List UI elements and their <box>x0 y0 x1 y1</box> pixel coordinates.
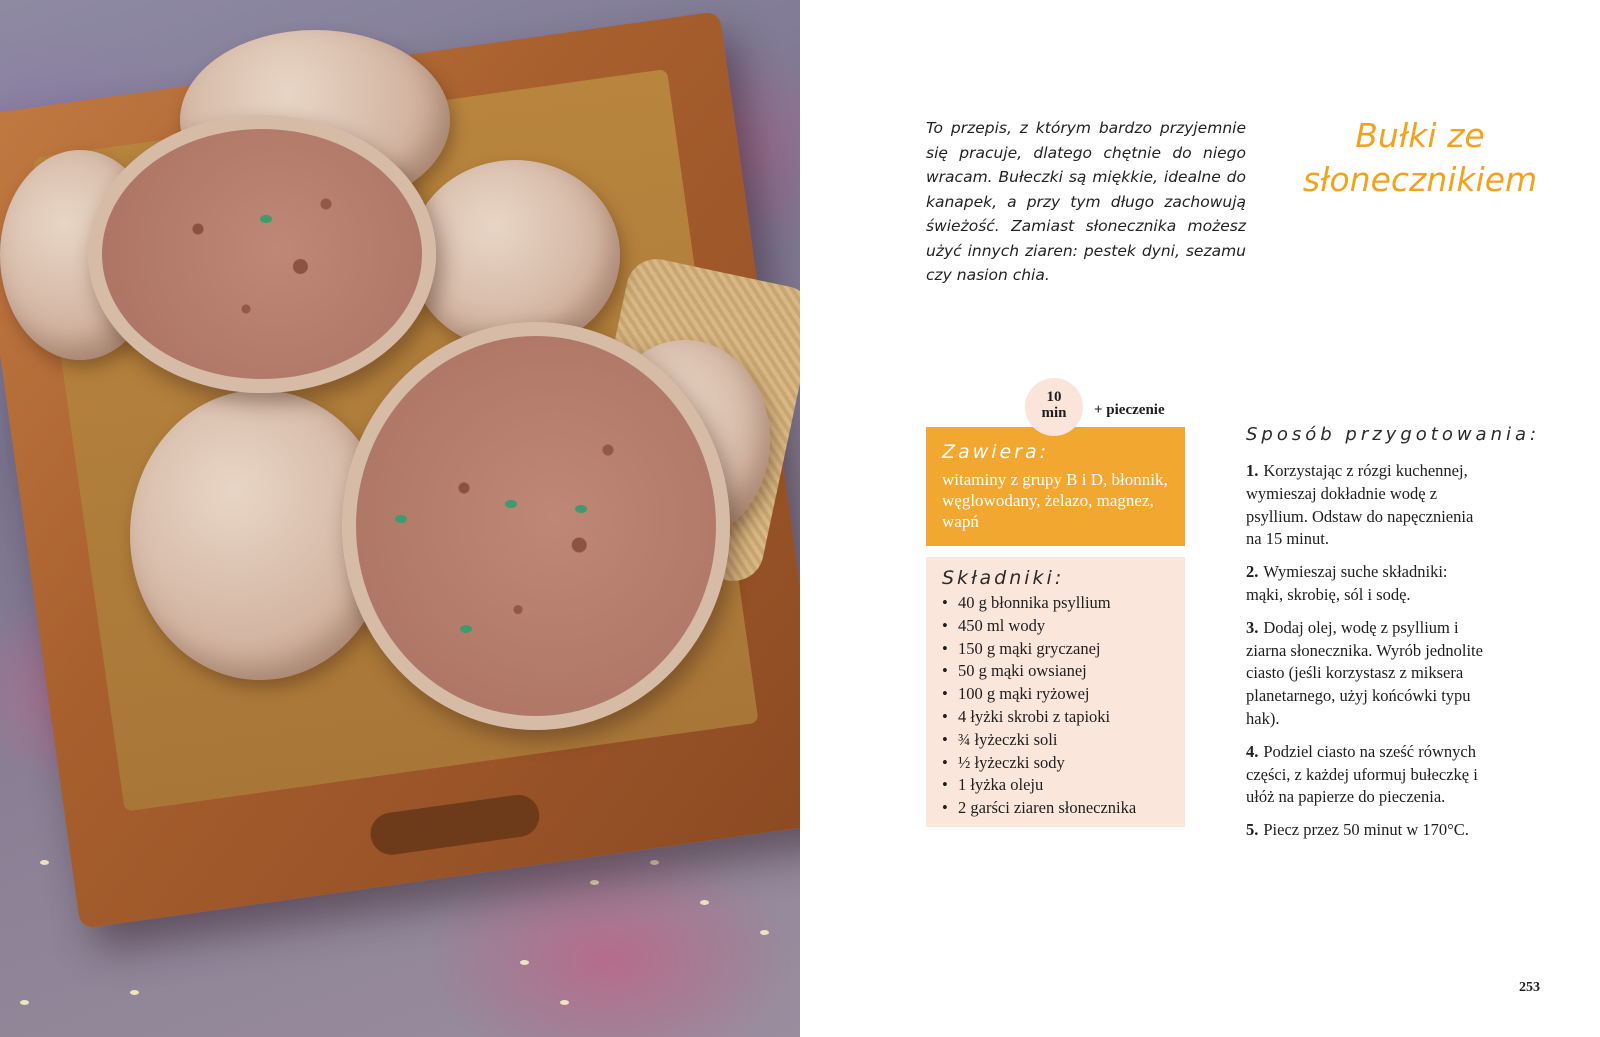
ingredient-item: • 100 g mąki ryżowej <box>942 683 1169 706</box>
nutrition-box <box>926 427 1185 546</box>
sunflower-seed <box>395 515 407 523</box>
recipe-title-line-1: Bułki ze <box>1355 116 1485 155</box>
ingredient-item: • 150 g mąki gryczanej <box>942 638 1169 661</box>
prep-time-value: 10 <box>1046 389 1062 405</box>
method-step <box>1246 460 1486 551</box>
seed <box>760 930 769 935</box>
ingredient-item: • 450 ml wody <box>942 615 1169 638</box>
ingredients-heading: Składniki: <box>942 567 1065 589</box>
step-number: 3. <box>1246 617 1259 637</box>
ingredient-item: • ½ łyżeczki sody <box>942 752 1169 775</box>
step-number: 2. <box>1246 562 1259 582</box>
bun <box>410 160 620 350</box>
recipe-title-line-2: słonecznikiem <box>1302 160 1538 199</box>
prep-time-unit: min <box>1041 405 1067 421</box>
method-step <box>1246 741 1486 809</box>
ingredient-item: • 40 g błonnika psyllium <box>942 592 1169 615</box>
ingredient-item: • ¾ łyżeczki soli <box>942 729 1169 752</box>
ingredient-item: • 50 g mąki owsianej <box>942 660 1169 683</box>
step-number: 4. <box>1246 741 1259 761</box>
ingredient-item: • 1 łyżka oleju <box>942 774 1169 797</box>
method-heading: Sposób przygotowania: <box>1246 424 1541 445</box>
step-number: 5. <box>1246 820 1259 840</box>
recipe-title <box>1300 114 1540 202</box>
ingredients-box <box>926 557 1185 827</box>
method-step <box>1246 617 1486 731</box>
method-steps <box>1246 460 1486 852</box>
seed <box>520 960 529 965</box>
seed <box>650 860 659 865</box>
method-step <box>1246 561 1486 607</box>
step-text: Podziel ciasto na sześć równych części, z każdej uformuj bułeczkę i ułóż na papierze do pieczenia. <box>1246 741 1478 807</box>
ingredient-item: • 4 łyżki skrobi z tapioki <box>942 706 1169 729</box>
recipe-intro: To przepis, z którym bardzo przyjemnie się pracuje, dlatego chętnie do niego wracam. Bułeczki są miękkie, idealne do kanapek, a przy tym długo zachowują świeżość. Zamiast słonecznika możesz użyć innych ziaren: pestek dyni, sezamu czy nasion chia. <box>926 119 1246 284</box>
sunflower-seed <box>505 500 517 508</box>
step-text: Piecz przez 50 minut w 170°C. <box>1263 820 1469 840</box>
sliced-bun <box>342 322 730 730</box>
ingredients-list <box>942 592 1169 820</box>
seed <box>590 880 599 885</box>
prep-time-badge <box>1025 378 1083 436</box>
seed <box>40 860 49 865</box>
sunflower-seed <box>575 505 587 513</box>
tray-handle <box>368 792 542 857</box>
nutrition-heading: Zawiera: <box>942 441 1050 463</box>
sunflower-seed <box>460 625 472 633</box>
seed <box>560 1000 569 1005</box>
sunflower-seed <box>260 215 272 223</box>
sliced-bun <box>88 115 436 393</box>
step-text: Korzystając z rózgi kuchennej, wymieszaj dokładnie wodę z psyllium. Odstaw do napęcznienia na 15 minut. <box>1246 461 1474 549</box>
page-number: 253 <box>1519 980 1540 995</box>
step-text: Dodaj olej, wodę z psyllium i ziarna słonecznika. Wyrób jednolite ciasto (jeśli korzystasz z miksera planetarnego, użyj końcówki typu hak). <box>1246 617 1483 728</box>
seed <box>130 990 139 995</box>
step-text: Wymieszaj suche składniki: mąki, skrobię, sól i sodę. <box>1246 562 1448 604</box>
nutrition-text: witaminy z grupy B i D, błonnik, węglowodany, żelazo, magnez, wapń <box>942 470 1168 531</box>
seed <box>20 1000 29 1005</box>
step-number: 1. <box>1246 461 1259 480</box>
seed <box>700 900 709 905</box>
ingredient-item: • 2 garści ziaren słonecznika <box>942 797 1169 820</box>
prep-time-extra: + pieczenie <box>1094 402 1165 418</box>
method-step <box>1246 819 1486 842</box>
